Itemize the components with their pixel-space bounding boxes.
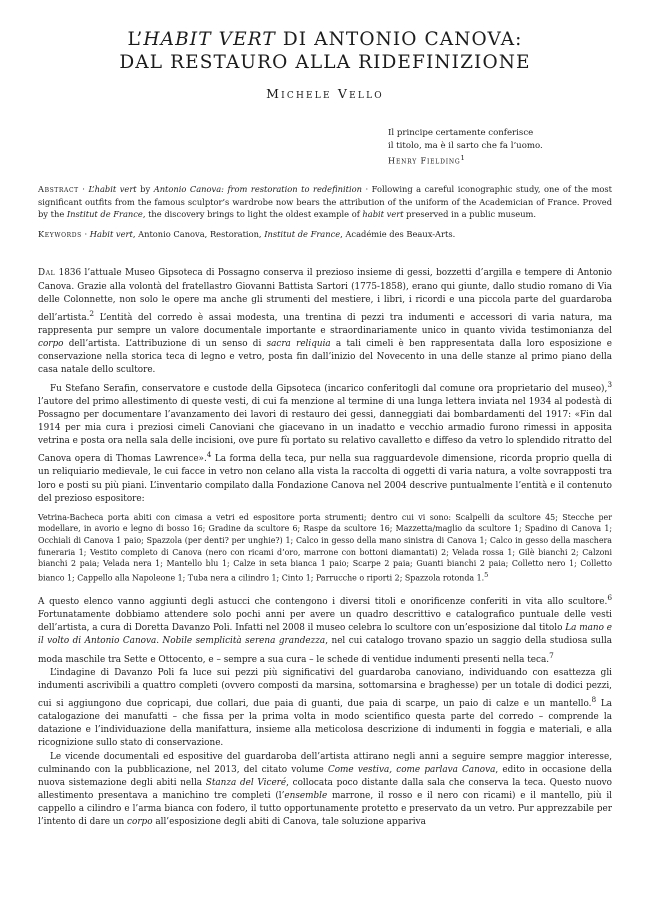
paragraph-5-text-b: , edito in occasione della nuova sistemazione degli abiti nella	[38, 764, 612, 788]
footnote-ref-1: 1	[460, 154, 466, 162]
title-italic: HABIT VERT	[143, 29, 276, 50]
title-prefix: L’	[127, 29, 144, 50]
paragraph-4-text-b: La catalogazione dei manufatti – che fissa per la prima volta in modo scientifico questa parte del corredo – comprende la datazione e l’individuazione della manifattura, insieme alla meticolosa descrizione di indumenti in foggia e materiali, e alla ricognizione sullo stato di conservazione.	[38, 698, 612, 749]
paragraph-1	[38, 267, 612, 377]
inventory-text: Vetrina-Bacheca porta abiti con cimasa a vetri ed espositore porta strumenti; dentro cui vi sono: Scalpelli da scultore 45; Stecche per modellare, in avorio e legno di bosso 16; Gradine da scultore 6; Raspe da scultore 16; Mazzetta/maglio da scultore 1; Spadino di Canova 1; Occhiali di Canova 1 paio; Spazzola (per denti? per unghie?) 1; Calco in gesso della mano sinistra di Canova 1; Calco in gesso della maschera funeraria 1; Vestito completo di Canova (nero con ricami d’oro, marrone con bottoni diamantati) 2; Velada rossa 1; Gilè bianchi 2; Calzoni bianchi 2 paia; Velada nera 1; Mantello blu 1; Calze in seta bianca 1 paio; Scarpe 2 paia; Guanti bianchi 2 paia; Colletto nero 1; Colletto bianco 1; Cappello alla Napoleone 1; Tuba nera a cilindro 1; Cinto 1; Parrucche o riporti 2; Spazzola rotonda 1.	[38, 512, 612, 583]
inventory-quote	[38, 512, 612, 584]
paragraph-5-text-c: , collocata poco distante dalla sala che conserva la teca. Questo nuovo allestimento presentava a manichino tre completi (l’	[38, 777, 612, 802]
epigraph-source	[388, 152, 612, 167]
keywords-sep: ·	[81, 229, 90, 240]
paragraph-1-text-d: a tali cimeli è ben rappresentata dalla loro esposizione e conservazione nella storica teca di legno e vetro, posta fin dall’inizio del Novecento in una delle stanze al primo piano della casa natale dello scultore.	[38, 339, 612, 376]
paragraph-1-text-c: dell’artista. L’attribuzione di un senso di	[63, 339, 267, 350]
paragraph-1-italic-reliquia: sacra reliquia	[266, 339, 331, 350]
abstract-title-rest: Antonio Canova: from restoration to redefinition	[153, 184, 362, 195]
title-rest: DI ANTONIO CANOVA:	[275, 29, 523, 50]
footnote-ref-6: 6	[607, 593, 612, 603]
epigraph-source-name: Henry Fielding	[388, 155, 461, 166]
title-line2: DAL RESTAURO ALLA RIDEFINIZIONE	[119, 52, 531, 73]
footnote-ref-3: 3	[607, 379, 612, 389]
keywords-text-2: , Académie des Beaux-Arts.	[340, 229, 456, 240]
epigraph	[388, 127, 612, 167]
footnote-ref-4: 4	[206, 450, 212, 460]
keyword-institut: Institut de France	[264, 229, 341, 240]
footnote-ref-5: 5	[484, 570, 489, 579]
abstract-label: Abstract	[38, 184, 79, 195]
abstract-institut: Institut de France	[66, 208, 143, 219]
paragraph-2-text-b: l’autore del primo allestimento di queste vesti, di cui fa menzione al termine di una lunga lettera inviata nel 1934 al podestà di Possagno per documentare l’avanzamento dei lavori di restauro dei gessi, danneggiati dai bombardamenti del 1917: «Fin dal 1914 per mia cura i preziosi cimeli Canoviani che giacevano in un inadatto e vecchio armadio furono rimessi in apposita vetrina e posta ora nella sala delle incisioni, ove pure fù portato su relativo cavalletto e diffeso da vetro lo splendido ritratto del Canova opera di Thomas Lawrence».	[38, 396, 612, 465]
paragraph-1-italic-corpo: corpo	[38, 339, 64, 350]
paragraph-3-italic-exhibition: La mano e il volto di Antonio Canova. Nobile semplicità serena grandezza	[38, 623, 612, 647]
footnote-ref-2: 2	[89, 308, 95, 318]
paragraph-2-text-c: La forma della teca, pur nella sua ragguardevole dimensione, ricorda proprio quella di un reliquiario medievale, le cui facce in vetro non celano alla vista la raccolta di oggetti di varia natura, a volte sovrapposti tra loro e posti su più piani. L’inventario compilato dalla Fondazione Canova nel 2004 descrive puntualmente l’entità e il contenuto del prezioso espositore:	[38, 454, 612, 504]
keyword-habit-vert: Habit vert	[89, 229, 133, 240]
abstract	[38, 183, 612, 220]
paragraph-2	[38, 378, 612, 506]
abstract-text-3: preserved in a public museum.	[403, 208, 537, 219]
paragraph-1-text-b: L’entità del corredo è assai modesta, una trentina di pezzi tra indumenti e accessori di varia natura, ma rappresenta pur sempre un valore documentale importante e straordinariamente unico in quanto vivida testimonianza del	[38, 312, 612, 336]
paragraph-5-text-e: all’esposizione degli abiti di Canova, tale soluzione appariva	[152, 817, 426, 828]
keywords-label: Keywords	[38, 229, 82, 240]
abstract-text-1: · Following a careful iconographic study, one of the most significant outfits from the famous sculptor’s wardrobe now bears the attribution of the uniform of the Academician of France. Proved by the	[38, 184, 612, 219]
paragraph-5	[38, 751, 612, 830]
paragraph-3-text-a: A questo elenco vanno aggiunti degli astucci che contengono i diversi titoli e onorificenze conferiti in vita allo scultore.	[38, 597, 608, 608]
keywords-text-1: , Antonio Canova, Restoration,	[132, 229, 265, 240]
paragraph-5-italic-corpo: corpo	[127, 817, 153, 828]
paragraph-5-text-d: marrone, il rosso e il nero con ricami) e il mantello, più il cappello a cilindro e l’arma bianca con fodero, il tutto opportunamente protetto e preservato da un vetro. Pur apprezzabile per l’intento di dare un	[38, 791, 612, 828]
epigraph-line-1: Il principe certamente conferisce	[388, 128, 534, 138]
paragraph-5-italic-stanza: Stanza del Viceré	[205, 777, 287, 788]
paragraph-5-italic-volume: Come vestiva, come parlava Canova	[327, 764, 496, 775]
article-title	[38, 28, 612, 74]
paragraph-3	[38, 591, 612, 667]
abstract-sep: ·	[78, 184, 89, 195]
paragraph-1-text-a: 1836 l’attuale Museo Gipsoteca di Possagno conserva il prezioso insieme di gessi, bozzetti d’argilla e tempere di Antonio Canova. Grazie alla volontà del fratellastro Giovanni Battista Sartori (1775-1858), erano qui giunte, dallo studio romano di Via delle Colonnette, non solo le opere ma anche gli strumenti del mestiere, i libri, i ricordi e una piccola parte del guardaroba dell’artista.	[38, 268, 612, 323]
footnote-ref-7: 7	[549, 650, 554, 660]
paragraph-4-text-a: L’indagine di Davanzo Poli fa luce sui pezzi più significativi del guardaroba canoviano, individuando con esattezza gli indumenti ascrivibili a quattro completi (ovvero composti da marsina, sottomarsina e braghesse) per un totale di dodici pezzi, cui si aggiungono due copricapi, due collari, due paia di guanti, due paia di scarpe, un paio di calze e un mantello.	[38, 667, 612, 709]
paragraph-3-text-b: Fortunatamente dobbiamo attendere solo pochi anni per avere un quadro descrittivo e catalografico puntuale delle vesti dell’artista, a cura di Doretta Davanzo Poli. Infatti nel 2008 il museo celebra lo scultore con un’esposizione dal titolo	[38, 610, 612, 634]
paragraph-1-lead: Dal	[38, 268, 56, 279]
paragraph-2-text-a: Fu Stefano Serafin, conservatore e custode della Gipsoteca (incarico conferitogli dal comune ora proprietario del museo),	[50, 383, 608, 394]
abstract-title-habit: L’habit vert	[88, 184, 137, 195]
paragraph-5-italic-ensemble: ensemble	[284, 791, 328, 802]
epigraph-line-2: il titolo, ma è il sarto che fa l’uomo.	[388, 140, 543, 151]
abstract-habit-vert: habit vert	[362, 208, 404, 219]
article-body	[38, 267, 612, 829]
abstract-text-2: , the discovery brings to light the oldest example of	[142, 208, 363, 219]
author-name: Michele Vello	[266, 86, 384, 101]
paragraph-3-text-c: , nel cui catalogo trovano spazio un saggio della studiosa sulla moda maschile tra Sette e Ottocento, e – sempre a sua cura – le schede di ventidue indumenti presenti nella teca.	[38, 636, 612, 665]
keywords	[38, 228, 612, 240]
abstract-title-by: by	[136, 184, 154, 195]
paragraph-4	[38, 667, 612, 751]
paragraph-5-text-a: Le vicende documentali ed espositive del guardaroba dell’artista attirano negli anni a seguire sempre maggior interesse, culminando con la pubblicazione, nel 2013, del citato volume	[38, 751, 612, 775]
footnote-ref-8: 8	[591, 695, 597, 705]
